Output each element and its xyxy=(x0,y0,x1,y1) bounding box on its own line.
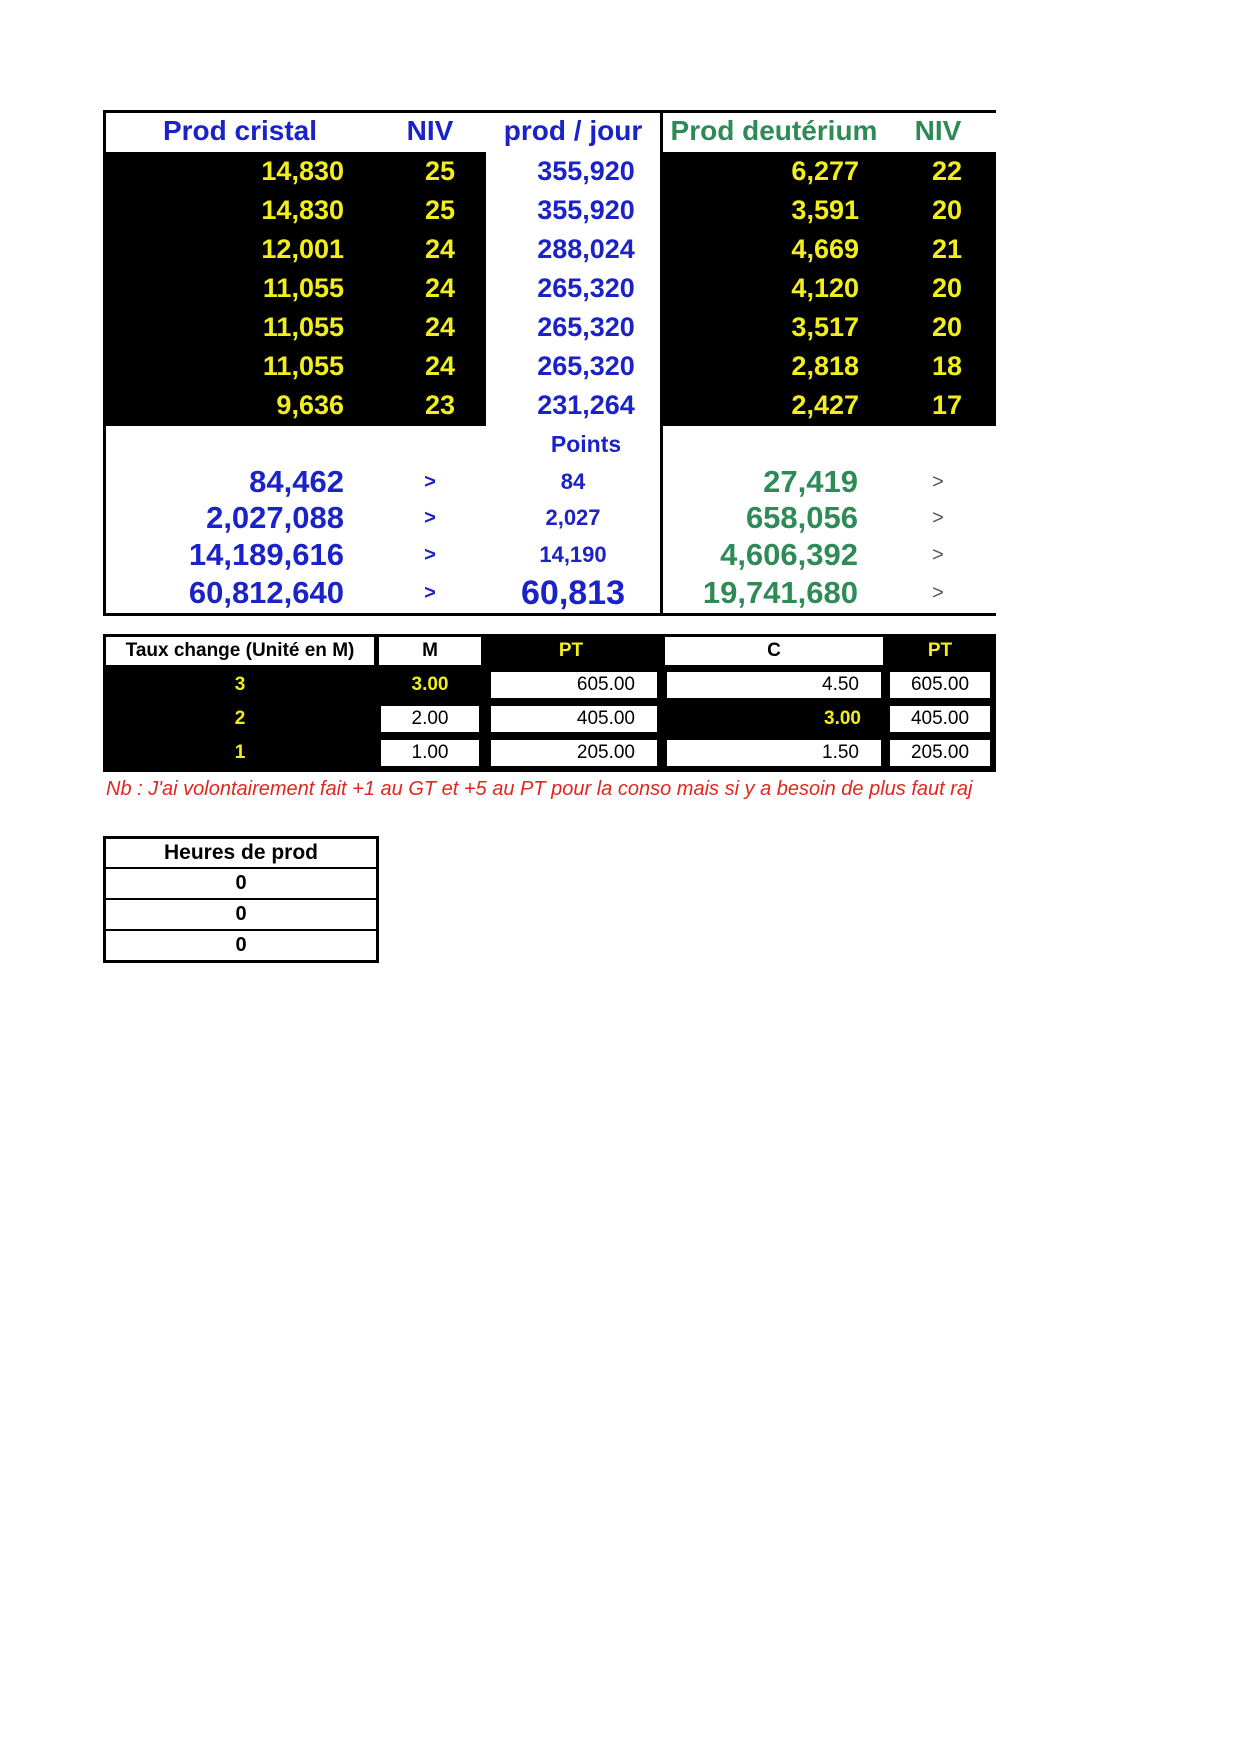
niv-value: 24 xyxy=(424,351,456,381)
niv-value: 25 xyxy=(424,156,456,186)
summary-arrow2: > xyxy=(932,470,944,493)
summary-deut: 4,606,392 xyxy=(720,537,858,572)
deut-value: 3,517 xyxy=(791,312,859,342)
summary-arrow: > xyxy=(424,581,436,604)
summary-arrow: > xyxy=(424,506,436,529)
summary-cristal: 60,812,640 xyxy=(188,575,344,610)
taux-c: 4.50 xyxy=(665,670,883,700)
cristal-value: 14,830 xyxy=(261,195,344,225)
niv2-value: 18 xyxy=(931,351,963,381)
deut-value: 4,120 xyxy=(791,273,859,303)
header-prod-deuterium: Prod deutérium xyxy=(670,115,878,146)
niv-value: 25 xyxy=(424,195,456,225)
summary-deut: 27,419 xyxy=(763,464,858,499)
taux-header-label: Taux change (Unité en M) xyxy=(106,637,374,665)
jour-value: 231,264 xyxy=(537,390,635,420)
taux-pt1: 405.00 xyxy=(489,704,659,734)
taux-pt2: 605.00 xyxy=(888,670,992,700)
summary-cristal: 2,027,088 xyxy=(206,500,344,535)
jour-value: 355,920 xyxy=(537,195,635,225)
heures-value: 0 xyxy=(106,900,376,931)
cristal-value: 11,055 xyxy=(262,312,344,342)
taux-c: 3.00 xyxy=(824,708,861,729)
summary-points-total: 60,813 xyxy=(521,573,625,612)
summary-cristal: 84,462 xyxy=(249,464,344,499)
taux-header-c: C xyxy=(665,637,883,665)
summary-points: 14,190 xyxy=(539,542,607,567)
cristal-value: 12,001 xyxy=(261,234,344,264)
deut-value: 6,277 xyxy=(791,156,859,186)
deut-value: 2,427 xyxy=(791,390,859,420)
header-niv-cristal: NIV xyxy=(406,115,454,146)
cristal-value: 9,636 xyxy=(276,390,344,420)
summary-arrow: > xyxy=(424,543,436,566)
cristal-value: 14,830 xyxy=(261,156,344,186)
header-niv-deuterium: NIV xyxy=(914,115,962,146)
niv2-value: 21 xyxy=(931,234,963,264)
header-prod-cristal: Prod cristal xyxy=(162,115,318,146)
taux-m: 1.00 xyxy=(379,738,481,768)
taux-pt2: 405.00 xyxy=(888,704,992,734)
jour-value: 265,320 xyxy=(537,312,635,342)
summary-points: 84 xyxy=(560,469,586,494)
taux-pt1: 605.00 xyxy=(489,670,659,700)
taux-header-pt2: PT xyxy=(927,640,953,661)
note-clip xyxy=(106,774,996,804)
summary-arrow2: > xyxy=(932,543,944,566)
summary-arrow2: > xyxy=(932,581,944,604)
taux-header-pt1: PT xyxy=(558,640,584,661)
note-text: Nb : J'ai volontairement fait +1 au GT et +5 au PT pour la conso mais si y a besoin de plus faut raj xyxy=(106,778,973,800)
deut-value: 4,669 xyxy=(791,234,859,264)
taux-pt2: 205.00 xyxy=(888,738,992,768)
taux-m: 3.00 xyxy=(411,674,449,695)
cristal-value: 11,055 xyxy=(262,351,344,381)
niv2-value: 20 xyxy=(931,195,963,225)
summary-arrow: > xyxy=(424,470,436,493)
taux-header-m: M xyxy=(379,637,481,665)
niv2-value: 20 xyxy=(931,312,963,342)
niv2-value: 20 xyxy=(931,273,963,303)
summary-points: 2,027 xyxy=(545,505,601,530)
taux-m: 2.00 xyxy=(379,704,481,734)
deut-value: 3,591 xyxy=(791,195,859,225)
jour-value: 355,920 xyxy=(537,156,635,186)
heures-value: 0 xyxy=(235,934,247,956)
jour-value: 288,024 xyxy=(537,234,635,264)
taux-pt1: 205.00 xyxy=(489,738,659,768)
points-label: Points xyxy=(550,430,622,457)
taux-level: 1 xyxy=(234,742,246,763)
niv-value: 23 xyxy=(424,390,456,420)
taux-c: 1.50 xyxy=(665,738,883,768)
deut-value: 2,818 xyxy=(791,351,859,381)
niv-value: 24 xyxy=(424,234,456,264)
jour-value: 265,320 xyxy=(537,351,635,381)
niv-value: 24 xyxy=(424,312,456,342)
taux-level: 3 xyxy=(234,674,246,695)
heures-header: Heures de prod xyxy=(106,839,376,869)
niv-value: 24 xyxy=(424,273,456,303)
summary-cristal: 14,189,616 xyxy=(188,537,344,572)
heures-value: 0 xyxy=(106,869,376,900)
summary-arrow2: > xyxy=(932,506,944,529)
taux-level: 2 xyxy=(234,708,246,729)
niv2-value: 17 xyxy=(931,390,963,420)
cristal-value: 11,055 xyxy=(262,273,344,303)
header-prod-jour: prod / jour xyxy=(503,115,643,146)
niv2-value: 22 xyxy=(931,156,963,186)
jour-value: 265,320 xyxy=(537,273,635,303)
summary-deut: 19,741,680 xyxy=(702,575,858,610)
summary-deut: 658,056 xyxy=(745,500,858,535)
